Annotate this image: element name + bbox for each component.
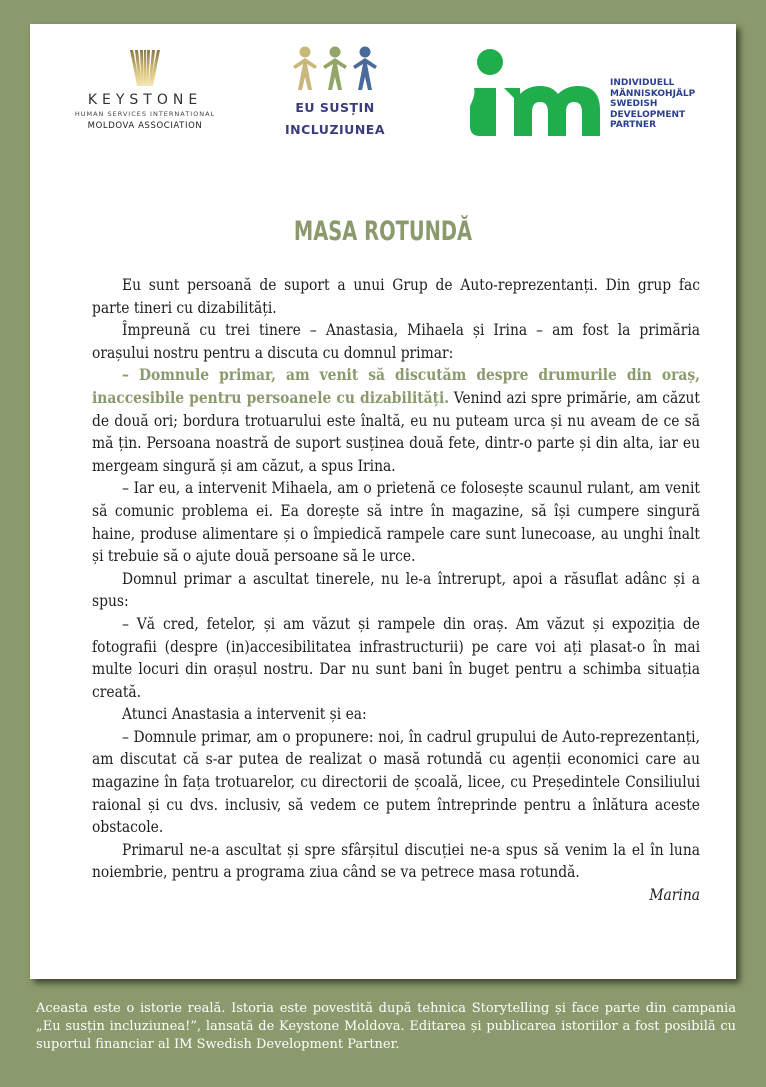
paragraph [92, 364, 700, 477]
signature: Marina [649, 886, 700, 905]
keystone-subtitle: HUMAN SERVICES INTERNATIONAL [74, 110, 216, 118]
people-holding-hands-icon [285, 44, 385, 92]
paragraph: Împreună cu trei tinere – Anastasia, Mihaela și Irina – am fost la primăria orașului nostru pentru a discuta cu domnul primar: [92, 321, 700, 362]
im-line-1: INDIVIDUELL [610, 78, 675, 88]
im-name [610, 78, 730, 131]
campaign-logo [280, 44, 390, 137]
im-mark-icon [468, 48, 608, 138]
im-line-3: SWEDISH [610, 99, 658, 109]
story-card [30, 24, 736, 979]
paragraph: Atunci Anastasia a intervenit și ea: [122, 705, 367, 724]
article-title: MASA ROTUNDĂ [293, 216, 473, 247]
paragraph-continuation: Venind azi spre primărie, am căzut de două ori; bordura trotuarului este înaltă, eu nu puteam urca și nu aveam de ce să mă țin. Persoana noastră de suport susținea două fete, dintr-o parte și din alta, iar eu mergeam singură și am căzut, a spus Irina. [92, 388, 700, 475]
keystone-logo [70, 50, 220, 131]
paragraph: Domnul primar a ascultat tinerele, nu le-a întrerupt, apoi a răsuflat adânc și a spus: [92, 569, 700, 611]
footer-note: Aceasta este o istorie reală. Istoria este povestită după tehnica Storytelling și face parte din campania „Eu susțin incluziunea!”, lansată de Keystone Moldova. Editarea și publicarea istoriilor a fost posibilă cu suportul financiar al IM Swedish Development Partner. [36, 1001, 736, 1052]
keystone-mark-icon [128, 50, 162, 86]
im-logo [468, 48, 696, 142]
paragraph: – Domnule primar, am o propunere: noi, în cadrul grupului de Auto-reprezentanți, am discutat că s-ar putea de realizat o masă rotundă cu agenții economici care au magazine în fața trotuarelor, cu directorii de școală, licee, cu Președintele Consiliului raional și cu dvs. inclusiv, să vedem ce putem întreprinde pentru a înlătura aceste obstacole. [92, 727, 700, 837]
keystone-association: MOLDOVA ASSOCIATION [87, 121, 203, 131]
paragraph: – Vă cred, fetelor, și am văzut și rampele din oraș. Am văzut și expoziția de fotografii (despre (in)accesibilitatea infrastructurii) pe care voi ați plasat-o în mai multe locuri din orașul nostru. Dar nu sunt bani în buget pentru a schimba situația creată. [92, 614, 700, 701]
im-line-2: MÄNNISKOHJÄLP [610, 88, 696, 99]
paragraph: Eu sunt persoană de suport a unui Grup de Auto-reprezentanți. Din grup fac parte tineri cu dizabilități. [92, 276, 700, 317]
im-line-4: DEVELOPMENT [610, 109, 686, 120]
im-line-5: PARTNER [610, 120, 657, 130]
highlighted-quote: – Domnule primar, am venit să discutăm despre drumurile din oraș, inaccesibile pentru persoanele cu dizabilități. [92, 366, 700, 407]
paragraph: Primarul ne-a ascultat și spre sfârșitul discuției ne-a spus să venim la el în luna noiembrie, pentru a programa ziua când se va petrece masa rotundă. [92, 840, 700, 882]
campaign-line-2: INCLUZIUNEA [285, 122, 385, 137]
paragraph: – Iar eu, a intervenit Mihaela, am o prietenă ce folosește scaunul rulant, am venit să comunic problema ei. Ea dorește să intre în magazine, să își cumpere singură haine, produse alimentare și o împiedică rampele care sunt lunecoase, au unghi înalt și trebuie să o ajute două persoane să le urce. [92, 479, 700, 566]
article-body [92, 274, 700, 907]
keystone-name: KEYSTONE [87, 92, 203, 108]
campaign-line-1: EU SUSȚIN [295, 100, 375, 115]
